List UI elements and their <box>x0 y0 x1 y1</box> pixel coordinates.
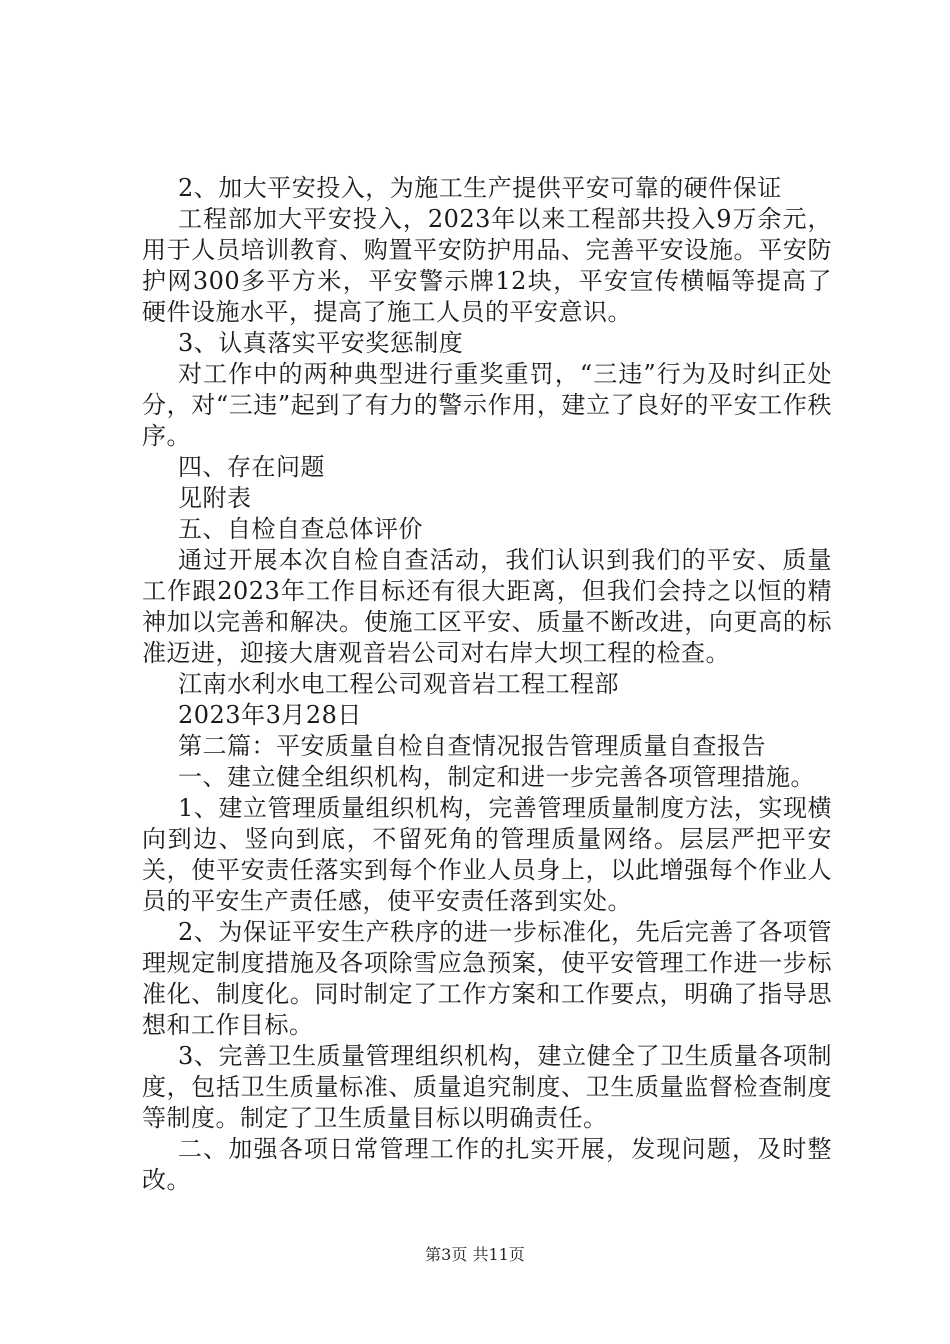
document-body <box>142 173 832 1196</box>
paragraph: 3、认真落实平安奖惩制度 <box>178 329 464 357</box>
page-number-footer: 第3页 共11页 <box>425 1245 525 1264</box>
paragraph: 2、为保证平安生产秩序的进一步标准化，先后完善了各项管理规定制度措施及各项除雪应急预案，使平安管理工作进一步标准化、制度化。同时制定了工作方案和工作要点，明确了指导思想和工作目标。 <box>142 918 832 1039</box>
paragraph: 工程部加大平安投入，2023年以来工程部共投入9万余元，用于人员培训教育、购置平安防护用品、完善平安设施。平安防护网300多平方米，平安警示牌12块，平安宣传横幅等提高了硬件设施水平，提高了施工人员的平安意识。 <box>142 205 832 326</box>
paragraph: 通过开展本次自检自查活动，我们认识到我们的平安、质量工作跟2023年工作目标还有很大距离，但我们会持之以恒的精神加以完善和解决。使施工区平安、质量不断改进，向更高的标准迈进，迎接大唐观音岩公司对右岸大坝工程的检查。 <box>142 546 832 667</box>
paragraph: 见附表 <box>178 484 252 512</box>
section-heading: 二、加强各项日常管理工作的扎实开展，发现问题，及时整改。 <box>142 1135 832 1194</box>
signature-organization: 江南水利水电工程公司观音岩工程工程部 <box>178 670 619 698</box>
chapter-heading: 第二篇：平安质量自检自查情况报告管理质量自查报告 <box>178 732 766 760</box>
paragraph: 1、建立管理质量组织机构，完善管理质量制度方法，实现横向到边、竖向到底，不留死角的管理质量网络。层层严把平安关，使平安责任落实到每个作业人员身上，以此增强每个作业人员的平安生产责任感，使平安责任落到实处。 <box>142 794 832 915</box>
signature-date: 2023年3月28日 <box>178 701 362 729</box>
paragraph: 3、完善卫生质量管理组织机构，建立健全了卫生质量各项制度，包括卫生质量标准、质量追究制度、卫生质量监督检查制度等制度。制定了卫生质量目标以明确责任。 <box>142 1042 832 1132</box>
section-heading: 四、存在问题 <box>178 453 325 481</box>
paragraph: 对工作中的两种典型进行重奖重罚，“三违”行为及时纠正处分，对“三违”起到了有力的警示作用，建立了良好的平安工作秩序。 <box>142 360 832 450</box>
section-heading: 一、建立健全组织机构，制定和进一步完善各项管理措施。 <box>178 763 815 791</box>
paragraph: 2、加大平安投入，为施工生产提供平安可靠的硬件保证 <box>178 174 782 202</box>
section-heading: 五、自检自查总体评价 <box>178 515 423 543</box>
